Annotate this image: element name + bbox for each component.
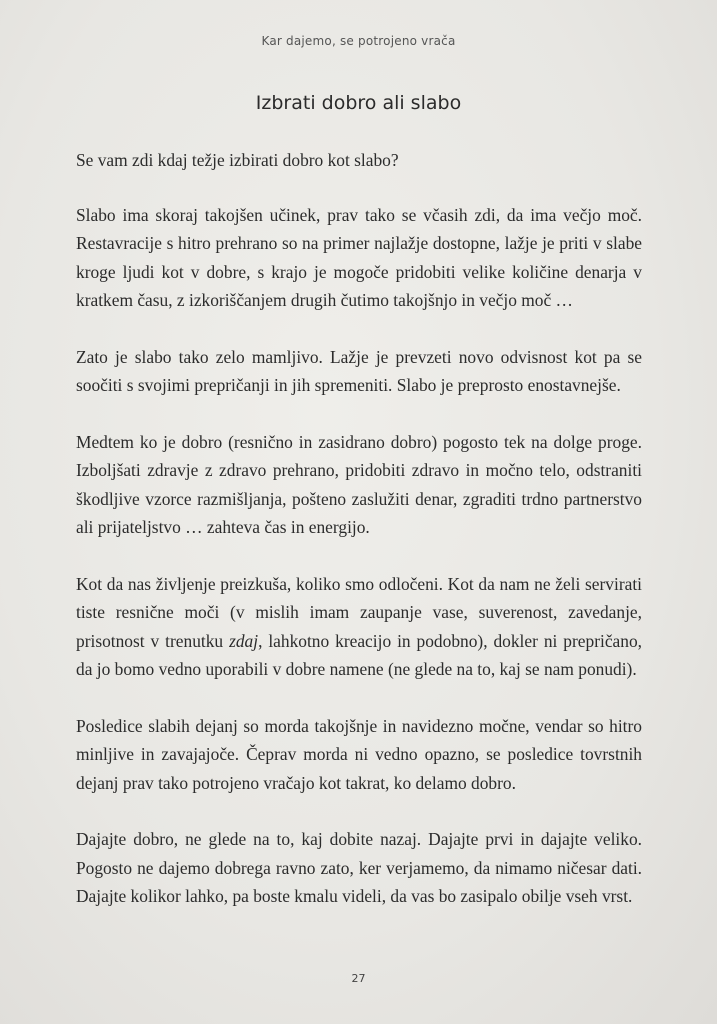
page-number: 27 [351, 972, 366, 985]
paragraph-1: Se vam zdi kdaj težje izbirati dobro kot slabo? [76, 150, 399, 170]
paragraph-5-part-1: Kot da nas življenje preizkuša, koliko smo odločeni. Kot da nam ne želi servirati tiste resnične moči (v mislih imam zaupanje vase, suverenost, zavedanje, prisotnost v trenutku [76, 573, 642, 651]
paragraph-6: Posledice slabih dejanj so morda takojšnje in navidezno močne, vendar so hitro minljive in zavajajoče. Čeprav morda ni vedno opazno, se posledice tovrstnih dejanj prav tako potrojeno vračajo kot takrat, ko delamo dobro. [76, 715, 642, 793]
paragraph-2: Slabo ima skoraj takojšen učinek, prav tako se včasih zdi, da ima večjo moč. Restavracije s hitro prehrano so na primer najlažje dostopne, lažje je priti v slabe kroge ljudi kot v dobre, s krajo je mogoče pridobiti velike količine denarja v kratkem času, z izkoriščanjem drugih čutimo takojšnjo in večjo moč … [76, 204, 642, 310]
paragraph-3: Zato je slabo tako zelo mamljivo. Lažje je prevzeti novo odvisnost kot pa se soočiti s svojimi prepričanji in jih spremeniti. Slabo je preprosto enostavnejše. [76, 346, 642, 395]
body-text [76, 146, 642, 939]
paragraph-7: Dajajte dobro, ne glede na to, kaj dobite nazaj. Dajajte prvi in dajajte veliko. Pogosto ne dajemo dobrega ravno zato, ker verjamemo, da nimamo ničesar dati. Dajajte kolikor lahko, pa boste kmalu videli, da vas bo zasipalo obilje vseh vrst. [76, 829, 642, 906]
chapter-title: Izbrati dobro ali slabo [255, 92, 462, 114]
paragraph-4: Medtem ko je dobro (resnično in zasidrano dobro) pogosto tek na dolge proge. Izboljšati zdravje z zdravo prehrano, pridobiti zdravo in močno telo, odstraniti škodljive vzorce razmišljanja, pošteno zaslužiti denar, zgraditi trdno partnerstvo ali prijateljstvo … zahteva čas in energijo. [76, 431, 642, 537]
paragraph-5-part-2: , lahkotno kreacijo in podobno), dokler ni prepričano, da jo bomo vedno uporabili v dobre namene (ne glede na to, kaj se nam ponudi). [76, 630, 642, 679]
running-header: Kar dajemo, se potrojeno vrača [261, 34, 456, 48]
paragraph-5-italic: zdaj [229, 630, 259, 651]
paragraph-5 [76, 570, 642, 684]
